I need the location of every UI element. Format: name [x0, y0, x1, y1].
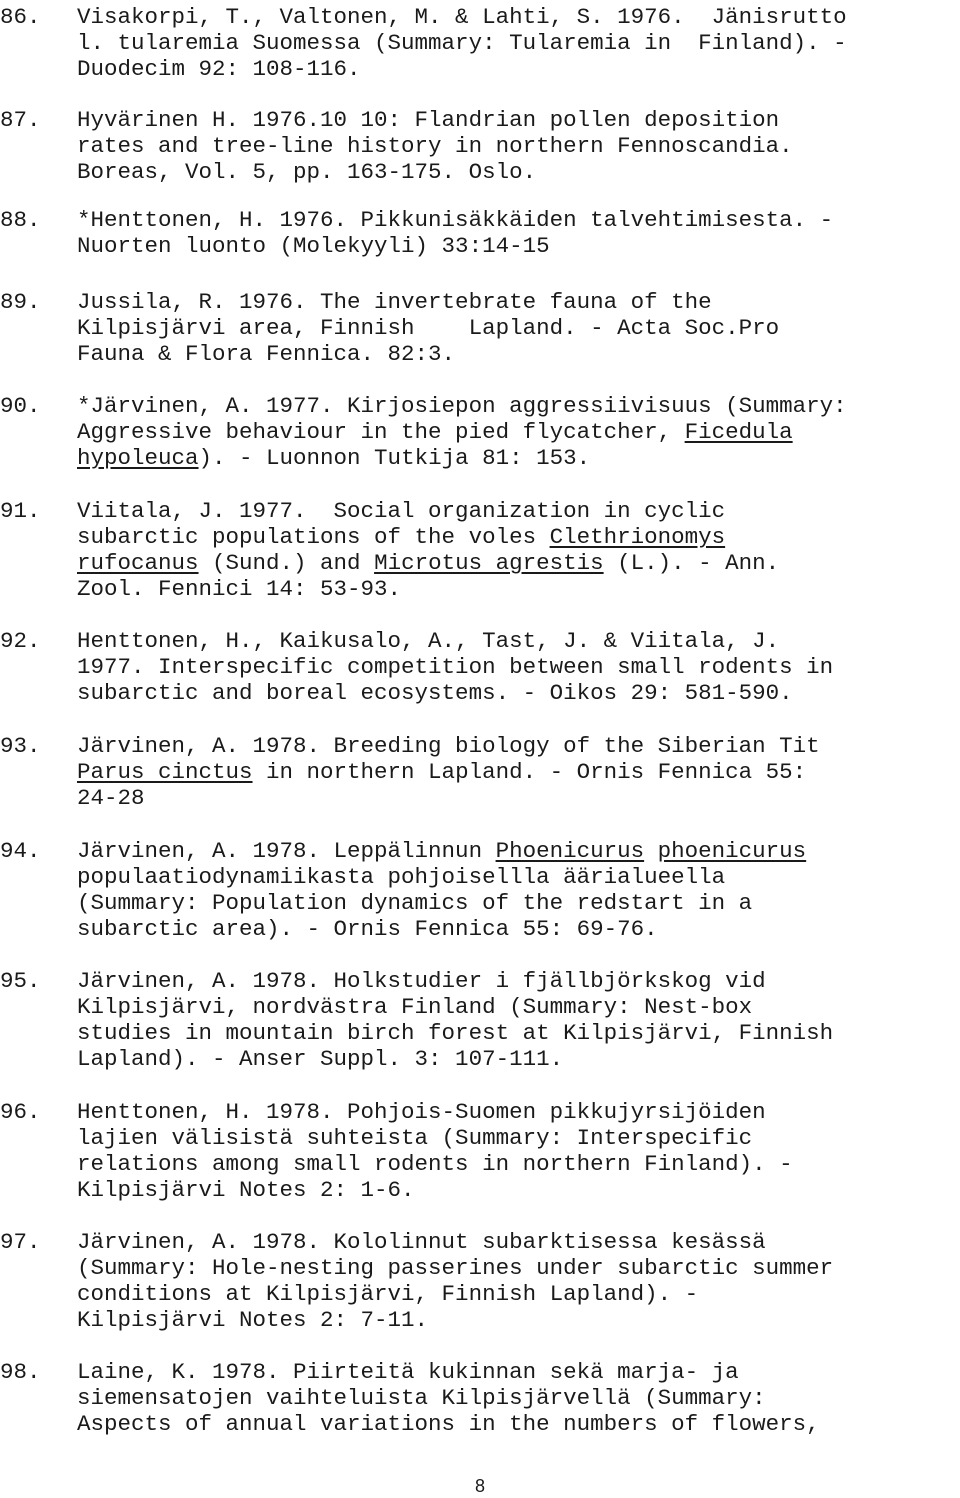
- reference-line: [77, 1229, 766, 1255]
- reference-number: 93.: [0, 733, 41, 759]
- reference-line: [77, 550, 779, 576]
- reference-text: (L.). - Ann.: [603, 550, 780, 576]
- reference-text: *Henttonen, H. 1976. Pikkunisäkkäiden talvehtimisesta. -: [77, 207, 834, 233]
- reference-line: [77, 1411, 820, 1437]
- reference-line: [77, 916, 658, 942]
- species-name: Microtus agrestis: [374, 550, 604, 576]
- reference-line: [77, 1359, 739, 1385]
- reference-text: subarctic and boreal ecosystems. - Oikos 29: 581-590.: [77, 680, 793, 706]
- reference-number: 90.: [0, 393, 41, 419]
- reference-text: Henttonen, H. 1978. Pohjois-Suomen pikkujyrsijöiden: [77, 1099, 766, 1125]
- species-name: Clethrionomys: [549, 524, 726, 550]
- reference-text: Hyvärinen H. 1976.10 10: Flandrian pollen deposition: [77, 107, 780, 133]
- reference-line: [77, 524, 725, 550]
- species-name: phoenicurus: [657, 838, 807, 864]
- reference-text: Kilpisjärvi Notes 2: 1-6.: [77, 1177, 415, 1203]
- reference-line: [77, 393, 847, 419]
- reference-text: 1977. Interspecific competition between small rodents in: [77, 654, 834, 680]
- reference-number: 87.: [0, 107, 41, 133]
- reference-line: [77, 890, 752, 916]
- reference-line: [77, 994, 752, 1020]
- reference-line: [77, 733, 820, 759]
- reference-text: subarctic area). - Ornis Fennica 55: 69-76.: [77, 916, 658, 942]
- reference-text: in northern Lapland. - Ornis Fennica 55:: [252, 759, 807, 785]
- reference-line: [77, 289, 712, 315]
- reference-line: [77, 1177, 415, 1203]
- reference-line: [77, 1125, 752, 1151]
- reference-line: [77, 1385, 766, 1411]
- reference-number: 92.: [0, 628, 41, 654]
- reference-text: Jussila, R. 1976. The invertebrate fauna of the: [77, 289, 712, 315]
- reference-text: Zool. Fennici 14: 53-93.: [77, 576, 402, 602]
- reference-text: populaatiodynamiikasta pohjoisellla äärialueella: [77, 864, 726, 890]
- reference-text: Laine, K. 1978. Piirteitä kukinnan sekä marja- ja: [77, 1359, 739, 1385]
- reference-text: Viitala, J. 1977. Social organization in cyclic: [77, 498, 726, 524]
- reference-text: Aspects of annual variations in the numbers of flowers,: [77, 1411, 820, 1437]
- reference-text: Duodecim 92: 108-116.: [77, 56, 361, 82]
- reference-text: Järvinen, A. 1978. Holkstudier i fjällbjörkskog vid: [77, 968, 766, 994]
- reference-text: (Summary: Population dynamics of the redstart in a: [77, 890, 753, 916]
- species-name: Phoenicurus: [495, 838, 645, 864]
- reference-line: [77, 1020, 833, 1046]
- reference-text: (Summary: Hole-nesting passerines under subarctic summer: [77, 1255, 834, 1281]
- reference-line: [77, 1099, 766, 1125]
- reference-text: Järvinen, A. 1978. Kololinnut subarktisessa kesässä: [77, 1229, 766, 1255]
- reference-text: Fauna & Flora Fennica. 82:3.: [77, 341, 456, 367]
- reference-line: [77, 785, 145, 811]
- reference-text: Järvinen, A. 1978. Leppälinnun: [77, 838, 496, 864]
- reference-text: [644, 838, 658, 864]
- reference-text: Järvinen, A. 1978. Breeding biology of the Siberian Tit: [77, 733, 820, 759]
- reference-number: 97.: [0, 1229, 41, 1255]
- reference-text: conditions at Kilpisjärvi, Finnish Lapland). -: [77, 1281, 699, 1307]
- reference-text: siemensatojen vaihteluista Kilpisjärvellä (Summary:: [77, 1385, 766, 1411]
- reference-text: Lapland). - Anser Suppl. 3: 107-111.: [77, 1046, 564, 1072]
- reference-text: subarctic populations of the voles: [77, 524, 550, 550]
- reference-text: *Järvinen, A. 1977. Kirjosiepon aggressiivisuus (Summary:: [77, 393, 847, 419]
- reference-text: 24-28: [77, 785, 145, 811]
- reference-text: ). - Luonnon Tutkija 81: 153.: [198, 445, 591, 471]
- reference-line: [77, 1255, 833, 1281]
- reference-text: Boreas, Vol. 5, pp. 163-175. Oslo.: [77, 159, 537, 185]
- reference-text: l. tularemia Suomessa (Summary: Tularemia in Finland). -: [77, 30, 847, 56]
- reference-number: 86.: [0, 4, 41, 30]
- reference-line: [77, 838, 806, 864]
- reference-line: [77, 628, 779, 654]
- reference-line: [77, 759, 806, 785]
- reference-line: [77, 1281, 698, 1307]
- reference-line: [77, 1307, 428, 1333]
- page-number: 8: [474, 1476, 485, 1496]
- reference-number: 94.: [0, 838, 41, 864]
- reference-text: Visakorpi, T., Valtonen, M. & Lahti, S. 1976. Jänisrutto: [77, 4, 847, 30]
- reference-line: [77, 1046, 563, 1072]
- reference-line: [77, 341, 455, 367]
- reference-line: [77, 159, 536, 185]
- species-name: Parus cinctus: [77, 759, 253, 785]
- reference-line: [77, 315, 779, 341]
- reference-number: 98.: [0, 1359, 41, 1385]
- reference-text: Aggressive behaviour in the pied flycatcher,: [77, 419, 685, 445]
- reference-line: [77, 968, 766, 994]
- reference-text: Kilpisjärvi, nordvästra Finland (Summary: Nest-box: [77, 994, 753, 1020]
- reference-line: [77, 419, 793, 445]
- reference-number: 91.: [0, 498, 41, 524]
- reference-number: 95.: [0, 968, 41, 994]
- reference-text: Kilpisjärvi Notes 2: 7-11.: [77, 1307, 429, 1333]
- reference-number: 89.: [0, 289, 41, 315]
- reference-line: [77, 4, 847, 30]
- reference-text: Kilpisjärvi area, Finnish Lapland. - Acta Soc.Pro: [77, 315, 780, 341]
- reference-text: Henttonen, H., Kaikusalo, A., Tast, J. & Viitala, J.: [77, 628, 780, 654]
- reference-text: relations among small rodents in northern Finland). -: [77, 1151, 793, 1177]
- reference-line: [77, 107, 779, 133]
- reference-line: [77, 498, 725, 524]
- reference-line: [77, 233, 550, 259]
- reference-line: [77, 576, 401, 602]
- reference-line: [77, 680, 793, 706]
- reference-text: lajien välisistä suhteista (Summary: Interspecific: [77, 1125, 753, 1151]
- reference-line: [77, 864, 725, 890]
- reference-line: [77, 207, 833, 233]
- species-name: rufocanus: [77, 550, 199, 576]
- reference-text: studies in mountain birch forest at Kilpisjärvi, Finnish: [77, 1020, 834, 1046]
- reference-line: [77, 654, 833, 680]
- reference-number: 88.: [0, 207, 41, 233]
- reference-text: (Sund.) and: [198, 550, 375, 576]
- species-name: Ficedula: [684, 419, 793, 445]
- reference-line: [77, 1151, 793, 1177]
- reference-line: [77, 30, 847, 56]
- species-name: hypoleuca: [77, 445, 199, 471]
- reference-line: [77, 133, 793, 159]
- reference-text: rates and tree-line history in northern Fennoscandia.: [77, 133, 793, 159]
- reference-line: [77, 445, 590, 471]
- reference-number: 96.: [0, 1099, 41, 1125]
- reference-line: [77, 56, 361, 82]
- reference-text: Nuorten luonto (Molekyyli) 33:14-15: [77, 233, 550, 259]
